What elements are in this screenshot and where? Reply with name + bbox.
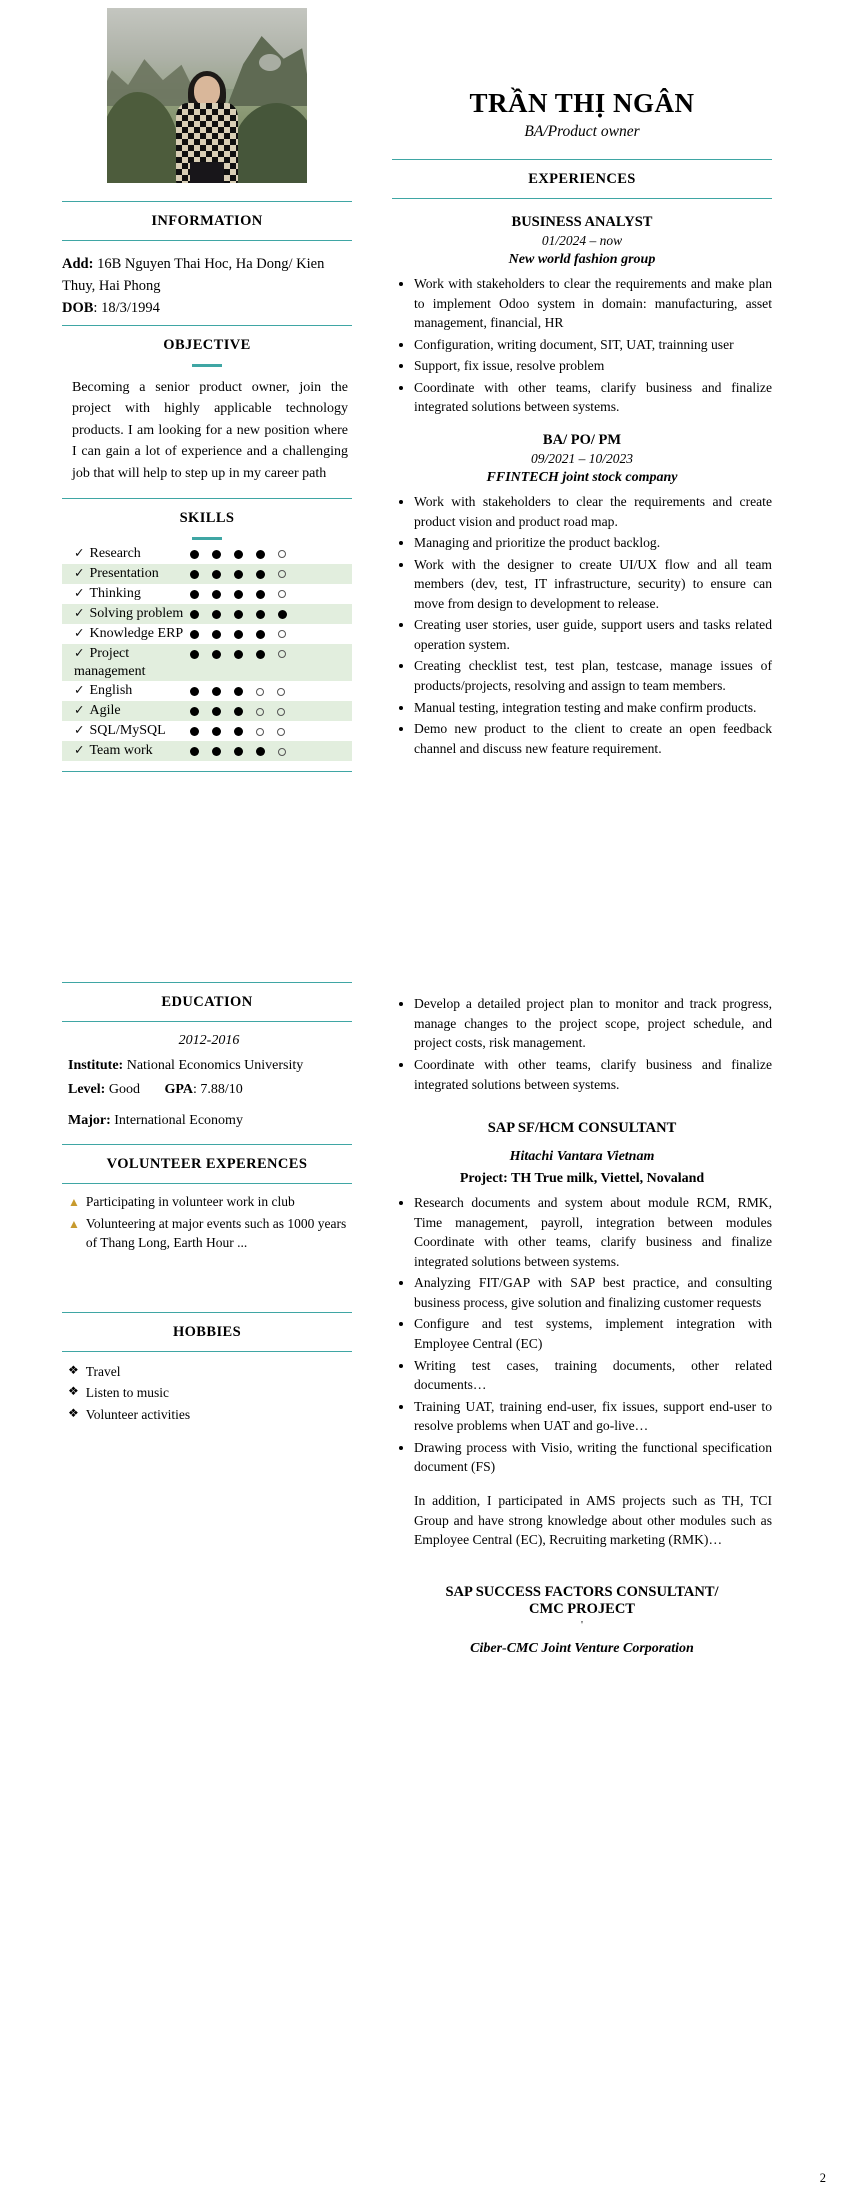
skill-name-cell [62,644,190,681]
rating-dot-filled [256,650,265,659]
education-institute [68,1055,350,1078]
experience-bullet: • Drawing process with Visio, writing the functional specification document (FS) [414,1438,772,1477]
information-body [62,241,352,325]
experience-bullet: • Creating checklist test, test plan, testcase, manage issues of products/projects, resolving and assign to team members. [414,656,772,695]
rating-dot-filled [234,550,243,559]
skill-label: SQL/MySQL [89,723,166,739]
dob-value: : 18/3/1994 [93,300,160,317]
skill-rating-cell [190,681,352,701]
photo-image [107,8,307,183]
skill-label: Thinking [89,586,141,602]
volunteer-list [62,1184,352,1266]
rating-dot-filled [212,590,221,599]
volunteer-bullet-icon: ▲ [68,1194,80,1209]
rating-dot-empty [256,708,264,716]
hobby-item-text: Listen to music [85,1385,170,1401]
job-title-line2: CMC PROJECT [529,1601,635,1618]
check-icon: ✓ [74,723,85,738]
information-heading: INFORMATION [151,213,263,229]
skill-row [62,721,352,741]
skills-table [62,544,352,761]
job-title: SAP SF/HCM CONSULTANT [487,1120,677,1137]
skill-row [62,741,352,761]
rating-dot-filled [190,707,199,716]
skill-row [62,604,352,624]
skill-label: Agile [89,703,121,719]
photo-mountain-hole [259,54,281,71]
hobby-bullet-icon: ❖ [68,1362,79,1377]
hobby-item-text: Volunteer activities [85,1407,191,1423]
experience-bullet: • Develop a detailed project plan to monitor and track progress, manage changes to the project scope, project schedule, and project costs, risk management. [414,994,772,1053]
education-level [68,1079,350,1102]
experience-bullet: • Coordinate with other teams, clarify business and finalize integrated solutions between systems. [414,378,772,417]
dob-line [62,297,352,319]
volunteer-bullet-icon: ▲ [68,1216,80,1231]
left-column-spacer [62,772,352,982]
rating-dot-filled [234,650,243,659]
skill-name-cell [62,681,190,701]
experience-bullet: • Writing test cases, training documents, other related documents… [414,1356,772,1395]
experience-bullet: • Work with the designer to create UI/UX flow and all team members (dev, test, IT infrastructure, security) to ensure can move from design to development to release. [414,555,772,614]
volunteer-heading: VOLUNTEER EXPERENCES [106,1155,308,1172]
rating-dot-empty [277,708,285,716]
rating-dot-filled [190,590,199,599]
skill-name-cell [62,721,190,741]
rating-dot-filled [212,727,221,736]
skill-name-cell [62,604,190,624]
experience-bullet: • Work with stakeholders to clear the requirements and make plan to implement Odoo system in domain: manufacturing, asset management, financial, HR [414,274,772,333]
experiences-top-rule [392,159,772,160]
check-icon: ✓ [74,743,85,758]
institute-value: National Economics University [126,1057,304,1073]
experience-bullet: • Manual testing, integration testing and make confirm products. [414,698,772,718]
skill-label: Knowledge ERP [89,626,184,642]
rating-dot-filled [190,687,199,696]
education-heading: EDUCATION [161,994,253,1011]
rating-dot-filled [256,550,265,559]
experiences-heading: EXPERIENCES [528,171,636,187]
rating-dot-filled [212,707,221,716]
level-label: Level: [68,1081,106,1097]
skills-table-body [62,544,352,761]
skill-name-cell [62,741,190,761]
skill-row [62,624,352,644]
check-icon: ✓ [74,626,85,641]
rating-dot-filled [190,630,199,639]
check-icon: ✓ [74,566,85,581]
experience-bullet: • Configuration, writing document, SIT, UAT, trainning user [414,335,772,355]
job-date: 01/2024 – now [541,233,623,248]
rating-dot-filled [190,550,199,559]
skills-top-rule [62,498,352,499]
job-project: Project: TH True milk, Viettel, Novaland [459,1171,705,1187]
rating-dot-filled [190,747,199,756]
job-company: Hitachi Vantara Vietnam [509,1149,655,1165]
skill-rating-cell [190,544,352,564]
experience-bullet: • Managing and prioritize the product backlog. [414,533,772,553]
hobbies-list [62,1352,352,1437]
volunteer-item-text: Participating in volunteer work in club [85,1193,295,1209]
job-bullets [392,1193,772,1477]
job-title-line1: SAP SUCCESS FACTORS CONSULTANT/ [445,1584,719,1601]
objective-text: Becoming a senior product owner, join the project with highly applicable technology products. I am looking for a new position where I can gain a lot of experience and a challenging job that will help to step up in my career path [72,379,348,481]
skill-row [62,564,352,584]
job-title: BUSINESS ANALYST [511,214,653,230]
rating-dot-filled [190,727,199,736]
rating-dot-filled [212,610,221,619]
rating-dot-empty [278,630,286,638]
skill-rating-cell [190,721,352,741]
hobby-bullet-icon: ❖ [68,1384,79,1399]
experience-bullet: • Analyzing FIT/GAP with SAP best practice, and consulting business process, give solution and finalizing customer requests [414,1273,772,1312]
rating-dot-filled [190,650,199,659]
hobbies-top-rule [62,1312,352,1313]
major-label: Major: [68,1113,111,1129]
rating-dot-filled [256,610,265,619]
rating-dot-empty [278,590,286,598]
experience-bullet: • Training UAT, training end-user, fix issues, support end-user to resolve problems when UAT and go-live… [414,1397,772,1436]
rating-dot-filled [234,630,243,639]
rating-dot-empty [256,728,264,736]
page-number: 2 [819,2171,826,2185]
experience-bullet: • Support, fix issue, resolve problem [414,356,772,376]
rating-dot-filled [234,570,243,579]
experience-bullet: • Coordinate with other teams, clarify business and finalize integrated solutions between systems. [414,1055,772,1094]
rating-dot-filled [234,590,243,599]
skill-name-cell [62,564,190,584]
objective-top-rule [62,325,352,326]
rating-dot-empty [278,550,286,558]
objective-heading: OBJECTIVE [163,337,251,354]
job-bullets [392,274,772,417]
hobby-item [68,1404,350,1426]
rating-dot-filled [234,707,243,716]
rating-dot-empty [278,570,286,578]
candidate-role: BA/Product owner [524,123,640,140]
major-value: International Economy [114,1113,243,1129]
skills-heading: SKILLS [179,510,235,527]
institute-label: Institute: [68,1057,124,1073]
experience-bullet: • Research documents and system about module RCM, RMK, Time management, payroll, integration between modules Coordinate with other teams, clarify business and finalize integrated solutions between systems. [414,1193,772,1271]
job-company: New world fashion group [508,252,656,267]
information-top-rule [62,201,352,202]
skill-row [62,644,352,681]
hobby-item [68,1361,350,1383]
skill-name-cell [62,544,190,564]
skill-name-cell [62,624,190,644]
rating-dot-empty [277,728,285,736]
objective-short-rule [192,364,222,367]
rating-dot-filled [190,610,199,619]
rating-dot-filled [212,650,221,659]
dob-label: DOB [62,300,94,317]
skill-row [62,701,352,721]
gpa-value: : 7.88/10 [192,1081,243,1097]
job-company: Ciber-CMC Joint Venture Corporation [470,1641,694,1657]
rating-dot-filled [278,610,287,619]
experience-bullet: • Demo new product to the client to create an open feedback channel and discuss new feature requirement. [414,719,772,758]
rating-dot-empty [256,688,264,696]
check-icon: ✓ [74,586,85,601]
experience-bullet: • Work with stakeholders to clear the requirements and create product vision and product road map. [414,492,772,531]
skill-row [62,544,352,564]
skill-label: English [89,683,133,699]
skill-label: Research [89,546,141,562]
check-icon: ✓ [74,703,85,718]
job-bullets [392,492,772,758]
skill-name-cell [62,584,190,604]
photo-person-legs [190,162,224,183]
skill-row [62,681,352,701]
rating-dot-filled [256,590,265,599]
experience-bullet: • Creating user stories, user guide, support users and tasks related operation system. [414,615,772,654]
skill-label: Project management [74,646,146,679]
jobs2-container [392,1120,772,1657]
volunteer-top-rule [62,1144,352,1145]
rating-dot-filled [234,727,243,736]
check-icon: ✓ [74,683,85,698]
skill-rating-cell [190,741,352,761]
skill-label: Presentation [89,566,159,582]
experiences-bottom-rule [392,198,772,199]
right-column-gap [392,762,772,994]
skill-label: Solving problem [89,606,184,622]
skill-rating-cell [190,701,352,721]
jobs-container [392,214,772,758]
rating-dot-filled [212,687,221,696]
volunteer-item [68,1193,350,1212]
rating-dot-empty [278,650,286,658]
job-date: 09/2021 – 10/2023 [530,450,633,466]
hobby-bullet-icon: ❖ [68,1406,79,1421]
rating-dot-filled [256,747,265,756]
experience-bullet: • Configure and test systems, implement integration with Employee Central (EC) [414,1314,772,1353]
hobby-item-text: Travel [85,1363,121,1379]
rating-dot-filled [234,687,243,696]
rating-dot-empty [278,748,286,756]
skill-rating-cell [190,584,352,604]
address-label: Add: [62,256,94,272]
candidate-name: TRẦN THỊ NGÂN [469,88,695,118]
closing-paragraph: In addition, I participated in AMS projects such as TH, TCI Group and have strong knowledge about other modules such as Employee Central (EC), Recruiting marketing (RMK)… [414,1492,772,1548]
rating-dot-filled [256,630,265,639]
volunteer-item-text: Volunteering at major events such as 1000 years of Thang Long, Earth Hour ... [85,1215,347,1250]
continued-bullets [392,994,772,1094]
address-line [62,253,352,297]
rating-dot-filled [212,630,221,639]
education-major [68,1110,350,1133]
skills-short-rule [192,537,222,540]
skill-row [62,584,352,604]
skill-rating-cell [190,564,352,584]
skill-label: Team work [89,743,153,759]
check-icon: ✓ [74,646,85,661]
left-column [62,0,352,1436]
rating-dot-filled [234,610,243,619]
gpa-label: GPA [164,1081,193,1097]
education-body [62,1022,352,1144]
tiny-mark: ' [581,1619,583,1632]
level-value: Good [108,1081,140,1097]
job-company: FFINTECH joint stock company [486,469,678,485]
skill-rating-cell [190,624,352,644]
check-icon: ✓ [74,606,85,621]
profile-photo [107,8,307,183]
hobbies-heading: HOBBIES [172,1323,242,1340]
rating-dot-filled [212,570,221,579]
rating-dot-empty [277,688,285,696]
job-title: BA/ PO/ PM [542,431,622,448]
check-icon: ✓ [74,546,85,561]
rating-dot-filled [234,747,243,756]
rating-dot-filled [190,570,199,579]
rating-dot-filled [212,550,221,559]
volunteer-item [68,1215,350,1253]
skill-name-cell [62,701,190,721]
education-years: 2012-2016 [178,1033,240,1049]
right-column [392,0,772,1663]
education-top-rule [62,982,352,983]
skill-rating-cell [190,604,352,624]
address-value: 16B Nguyen Thai Hoc, Ha Dong/ Kien Thuy, Hai Phong [62,256,325,295]
rating-dot-filled [256,570,265,579]
skill-rating-cell [190,644,352,681]
hobby-item [68,1382,350,1404]
rating-dot-filled [212,747,221,756]
